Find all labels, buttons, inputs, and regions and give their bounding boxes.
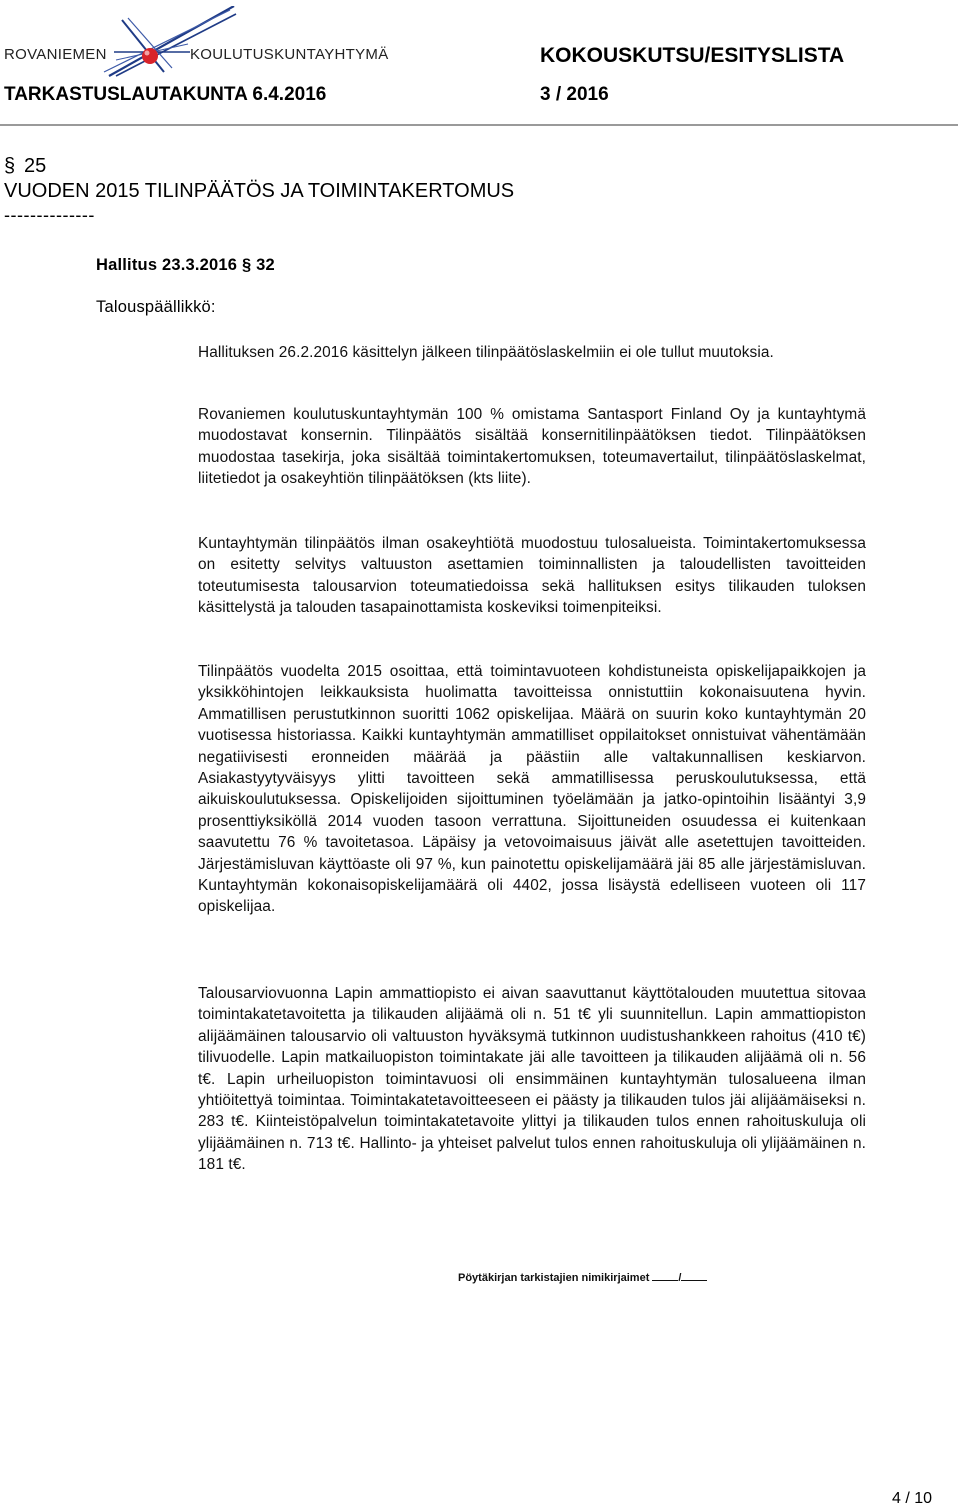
logo-emblem-icon (4, 6, 244, 82)
logo-text-left: ROVANIEMEN (4, 46, 107, 63)
signature-blank (652, 1270, 678, 1281)
document-type: KOKOUSKUTSU/ESITYSLISTA (540, 44, 845, 67)
signature-separator: / (678, 1272, 682, 1284)
page-number: 4 / 10 (891, 1490, 932, 1507)
header-divider (0, 124, 958, 126)
meeting-reference: Hallitus 23.3.2016 § 32 (96, 256, 275, 274)
section-underline: -------------- (4, 205, 95, 225)
paragraph: Talousarviovuonna Lapin ammattiopisto ei aivan saavuttanut käyttötalouden muutettua sitovaa toimintakatetavoitetta ja tilikauden alijäämä oli n. 51 t€ yli suunnitellun. Lapin ammattiopiston alijäämäinen talousarvio oli valtuuston hyväksymä tutkinnon uudistushankkeen rahoitus (410 t€) tilivuodelle. Lapin matkailuopiston toimintakate jäi alle tavoitteen ja tilikauden alijäämä oli n. 56 t€. Lapin urheiluopiston toimintavuosi oli ensimmäinen kuntayhtymän tulosalueena ilman yhtiöitettyä toimintaa. Toimintakatetavoitteeseen ei päästy ja tilikauden tulos jäi alijäämäiseksi n. 283 t€. Kiinteistöpalvelun toimintakatetavoite ylittyi ja tilikauden tulos ennen rahoituskuluja oli ylijäämäinen n. 713 t€. Hallinto- ja yhteiset palvelut tulos ennen rahoituskuluja oli ylijäämäinen n. 181 t€. (198, 985, 866, 1174)
paragraph: Kuntayhtymän tilinpäätös ilman osakeyhtiötä muodostuu tulosalueista. Toimintakertomuksessa on esitetty selvitys valtuuston asettamien toiminnallisten ja taloudellisten tavoitteiden toteutumisesta talousarvion toteumatiedoissa sekä hallituksen esitys tilikauden tuloksen käsittelystä ja talouden tasapainottamista koskeviksi toimenpiteiksi. (198, 535, 866, 617)
paragraph: Rovaniemen koulutuskuntayhtymän 100 % omistama Santasport Finland Oy ja kuntayhtymä muodostavat konsernin. Tilinpäätös sisältää konsernitilinpäätöksen tiedot. Tilinpäätöksen muodostaa tasekirja, joka sisältää toimintakertomuksen, toteumavertailut, tilinpäätöslaskelmat, liitetiedot ja osakeyhtiön tilinpäätöksen (kts liite). (198, 406, 866, 488)
organization-logo (4, 6, 424, 78)
paragraph: Tilinpäätös vuodelta 2015 osoittaa, että toimintavuoteen kohdistuneista opiskelijapaikkojen ja yksikköhintojen leikkauksista huolimatta tavoitteissa onnistuttiin kokonaisuutena hyvin. Ammatillisen perustutkinnon suoritti 1062 opiskelijaa. Määrä on suurin koko kuntayhtymän 20 vuotisessa historiassa. Kaikki kuntayhtymän ammatilliset oppilaitokset onnistuivat vähentämään negatiivisesti eronneiden määrää ja päästiin alle valtakunnallisen keskiarvon. Asiakastyytyväisyys ylitti tavoitteen sekä ammatillisessa peruskoulutuksessa, että aikuiskoulutuksessa. Opiskelijoiden sijoittuminen työelämään ja jatko-opintoihin lisääntyi 3,9 prosenttiyksiköllä 2014 vuoden tasoon verrattuna. Sijoittuneiden osuudessa ei kuitenkaan saavutettu 76 % tavoitetasoa. Läpäisy ja vetovoimaisuus jäivät alle asetettujen tavoitteiden. Järjestämisluvan käyttöaste oli 97 %, kun painotettu opiskelijamäärä jäi 85 alle järjestämisluvan. Kuntayhtymän kokonaisopiskelijamäärä oli 4402, jossa lisäystä edelliseen vuoteen oli 117 opiskelijaa. (198, 663, 866, 916)
signature-label: Pöytäkirjan tarkistajien nimikirjaimet (458, 1272, 650, 1284)
signature-line (458, 1270, 707, 1284)
logo-text-right: KOULUTUSKUNTAYHTYMÄ (190, 46, 389, 63)
section-symbol: § (4, 155, 16, 177)
issue-number: 3 / 2016 (540, 84, 609, 105)
presenter-role: Talouspäällikkö: (96, 298, 216, 316)
paragraph: Hallituksen 26.2.2016 käsittelyn jälkeen tilinpäätöslaskelmiin ei ole tullut muutoksia. (198, 344, 774, 361)
section-title: VUODEN 2015 TILINPÄÄTÖS JA TOIMINTAKERTOMUS (4, 180, 515, 202)
section-number: 25 (24, 155, 47, 177)
signature-blank (681, 1270, 707, 1281)
committee-date: TARKASTUSLAUTAKUNTA 6.4.2016 (4, 84, 327, 105)
